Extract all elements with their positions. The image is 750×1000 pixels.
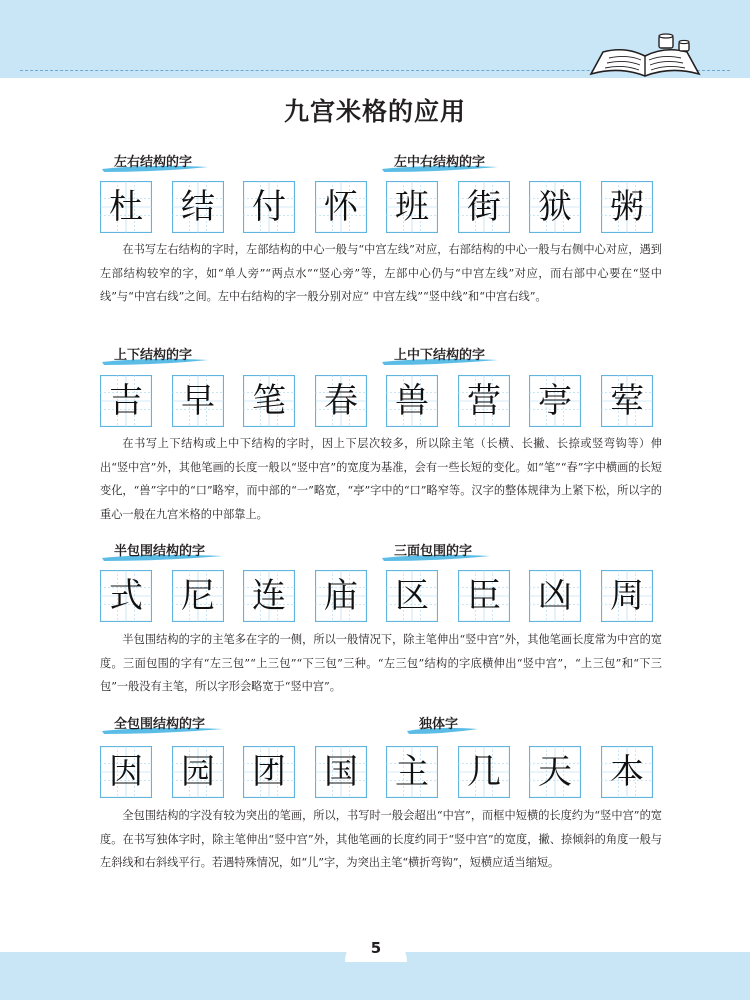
grid-cell [601,375,653,427]
grid-character: 班 [395,187,429,227]
character-grid-row [100,181,660,239]
grid-character: 园 [181,752,215,792]
grid-character: 尼 [181,576,215,616]
section-label: 独体字 [405,713,480,737]
section-paragraph: 在书写上下结构或上中下结构的字时，因上下层次较多，所以除主笔（长横、长撇、长捺或竖弯钩等）伸出“竖中宫”外，其他笔画的长度一般以“竖中宫”的宽度为基准，会有一些长短的变化。如“笔”“春”字中横画的长短变化，“兽”字中的“口”略窄，而中部的“一”略宽，“亭”字中的“口”略窄等。汉字的整体规律为上紧下松，所以字的重心一般在九宫米格的中部靠上。 [100,437,662,521]
grid-character: 臣 [467,576,501,616]
grid-character: 凶 [538,576,572,616]
section-paragraph: 半包围结构的字的主笔多在字的一侧，所以一般情况下，除主笔伸出“竖中宫”外，其他笔画长度常为中宫的宽度。三面包围的字有“左三包”“上三包”“下三包”三种。“左三包”结构的字底横伸出“竖中宫”，“上三包”和“下三包”一般没有主笔，所以字形会略宽于“竖中宫”。 [100,633,662,693]
grid-cell [601,181,653,233]
grid-cell [172,746,224,798]
grid-cell [100,375,152,427]
section-label: 上下结构的字 [100,344,210,368]
grid-cell [458,570,510,622]
grid-cell [100,181,152,233]
grid-character: 周 [610,576,644,616]
grid-cell [386,570,438,622]
grid-cell [601,570,653,622]
character-grid-row [100,570,660,628]
grid-character: 狱 [538,187,572,227]
grid-character: 天 [538,752,572,792]
grid-cell [529,570,581,622]
character-grid-row [100,375,660,433]
grid-cell [100,570,152,622]
grid-cell [243,181,295,233]
character-grid-row [100,746,660,804]
grid-cell [458,181,510,233]
page-title: 九宫米格的应用 [283,97,466,126]
section-label: 全包围结构的字 [100,713,225,737]
section-label: 三面包围的字 [380,540,492,564]
grid-character: 结 [181,187,215,227]
grid-cell [529,181,581,233]
grid-character: 街 [467,187,501,227]
grid-cell [315,746,367,798]
grid-character: 本 [610,752,644,792]
grid-character: 式 [109,576,143,616]
grid-cell [243,570,295,622]
grid-character: 杜 [109,187,143,227]
grid-character: 因 [109,752,143,792]
open-book-icon [585,22,705,80]
grid-character: 连 [252,576,286,616]
grid-character: 付 [252,187,286,227]
grid-character: 区 [395,576,429,616]
section-label: 上中下结构的字 [380,344,500,368]
section-label: 左右结构的字 [100,151,210,175]
grid-character: 春 [324,381,358,421]
grid-character: 笔 [252,381,286,421]
grid-cell [315,181,367,233]
grid-character: 荤 [610,381,644,421]
grid-cell [172,570,224,622]
grid-cell [529,746,581,798]
grid-cell [243,746,295,798]
grid-cell [172,375,224,427]
grid-character: 粥 [610,187,644,227]
grid-cell [601,746,653,798]
grid-cell [315,570,367,622]
grid-cell [458,746,510,798]
section-label: 左中右结构的字 [380,151,500,175]
grid-character: 吉 [109,381,143,421]
page-number: 5 [370,939,382,957]
grid-cell [386,746,438,798]
grid-cell [458,375,510,427]
section-paragraph: 全包围结构的字没有较为突出的笔画，所以，书写时一般会超出“中宫”，而框中短横的长度约为“竖中宫”的宽度。在书写独体字时，除主笔伸出“竖中宫”外，其他笔画的长度约同于“竖中宫”的宽度，撇、捺倾斜的角度一般与左斜线和右斜线平行。若遇特殊情况，如“儿”字，为突出主笔“横折弯钩”，短横应适当缩短。 [100,809,662,869]
grid-character: 主 [395,752,429,792]
section-label: 半包围结构的字 [100,540,225,564]
grid-cell [529,375,581,427]
grid-character: 国 [324,752,358,792]
grid-character: 几 [467,752,501,792]
grid-cell [386,181,438,233]
section-paragraph: 在书写左右结构的字时，左部结构的中心一般与“中宫左线”对应，右部结构的中心一般与右侧中心对应，遇到左部结构较窄的字，如“单人旁”“两点水”“竖心旁”等，左部中心仍与“中宫左线”对应，而右部中心要在“竖中线”与“中宫右线”之间。左中右结构的字一般分别对应“ 中宫左线”“竖中线”和“中宫右线”。 [100,243,662,303]
grid-cell [172,181,224,233]
grid-cell [386,375,438,427]
grid-character: 亭 [538,381,572,421]
grid-character: 早 [181,381,215,421]
grid-character: 团 [252,752,286,792]
grid-character: 庙 [324,576,358,616]
grid-character: 怀 [324,187,358,227]
grid-cell [243,375,295,427]
grid-cell [100,746,152,798]
grid-cell [315,375,367,427]
grid-character: 营 [467,381,501,421]
page-number-tab [345,932,407,962]
grid-character: 兽 [395,381,429,421]
